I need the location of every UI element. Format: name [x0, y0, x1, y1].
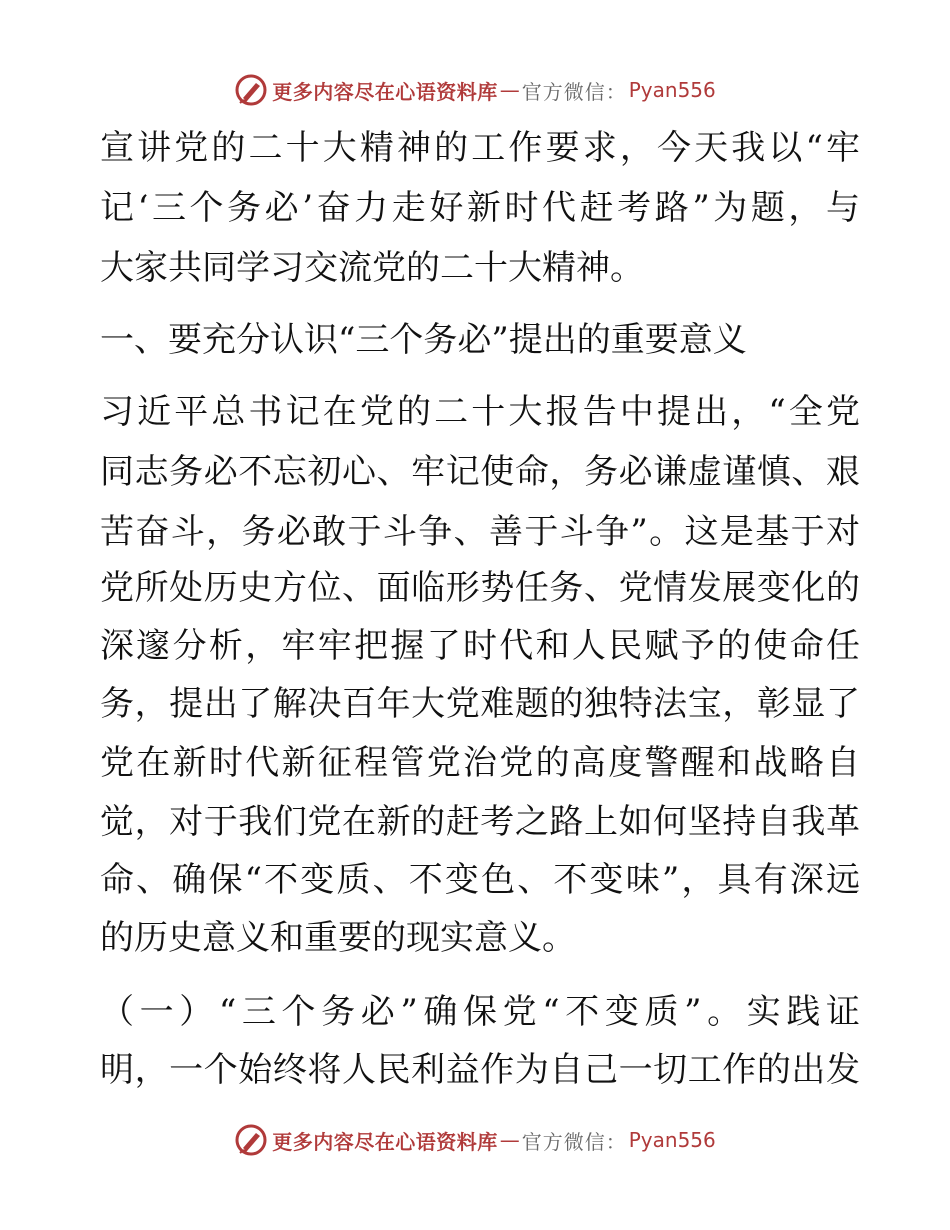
- body-line: 的历史意义和重要的现实意义。: [100, 918, 576, 958]
- banner-slogan: 更多内容尽在心语资料库: [272, 1129, 498, 1154]
- body-line: 宣讲党的二十大精神的工作要求，今天我以“牢: [100, 128, 860, 168]
- red-circle-pen-icon: [234, 1123, 268, 1157]
- body-line: 务，提出了解决百年大党难题的独特法宝，彰显了: [100, 684, 860, 724]
- body-line: 命、确保“不变质、不变色、不变味”，具有深远: [100, 860, 860, 900]
- header-banner: [0, 70, 950, 110]
- body-line: 大家共同学习交流党的二十大精神。: [100, 248, 644, 288]
- subsection-line: （一）“三个务必”确保党“不变质”。实践证: [100, 992, 860, 1032]
- banner-handle: Pyan556: [628, 1128, 716, 1152]
- body-line: 党所处历史方位、面临形势任务、党情发展变化的: [100, 568, 860, 608]
- banner-separator: —: [499, 78, 520, 102]
- footer-banner: [0, 1120, 950, 1160]
- banner-official-label: 官方微信：: [521, 1129, 627, 1154]
- body-line: 同志务必不忘初心、牢记使命，务必谦虚谨慎、艰: [100, 452, 860, 492]
- section-heading: 一、要充分认识“三个务必”提出的重要意义: [100, 320, 747, 360]
- banner-official-label: 官方微信：: [521, 79, 627, 104]
- body-line: 觉，对于我们党在新的赶考之路上如何坚持自我革: [100, 802, 860, 842]
- body-line: 习近平总书记在党的二十大报告中提出，“全党: [100, 392, 860, 432]
- red-circle-pen-icon: [234, 73, 268, 107]
- banner-separator: —: [499, 1128, 520, 1152]
- body-line: 明，一个始终将人民利益作为自己一切工作的出发: [100, 1050, 860, 1090]
- body-line: 记‘三个务必’奋力走好新时代赶考路”为题，与: [100, 188, 860, 228]
- banner-slogan: 更多内容尽在心语资料库: [272, 79, 498, 104]
- banner-handle: Pyan556: [628, 78, 716, 102]
- body-line: 深邃分析，牢牢把握了时代和人民赋予的使命任: [100, 626, 860, 666]
- body-line: 党在新时代新征程管党治党的高度警醒和战略自: [100, 743, 860, 783]
- body-line: 苦奋斗，务必敢于斗争、善于斗争”。这是基于对: [100, 512, 860, 552]
